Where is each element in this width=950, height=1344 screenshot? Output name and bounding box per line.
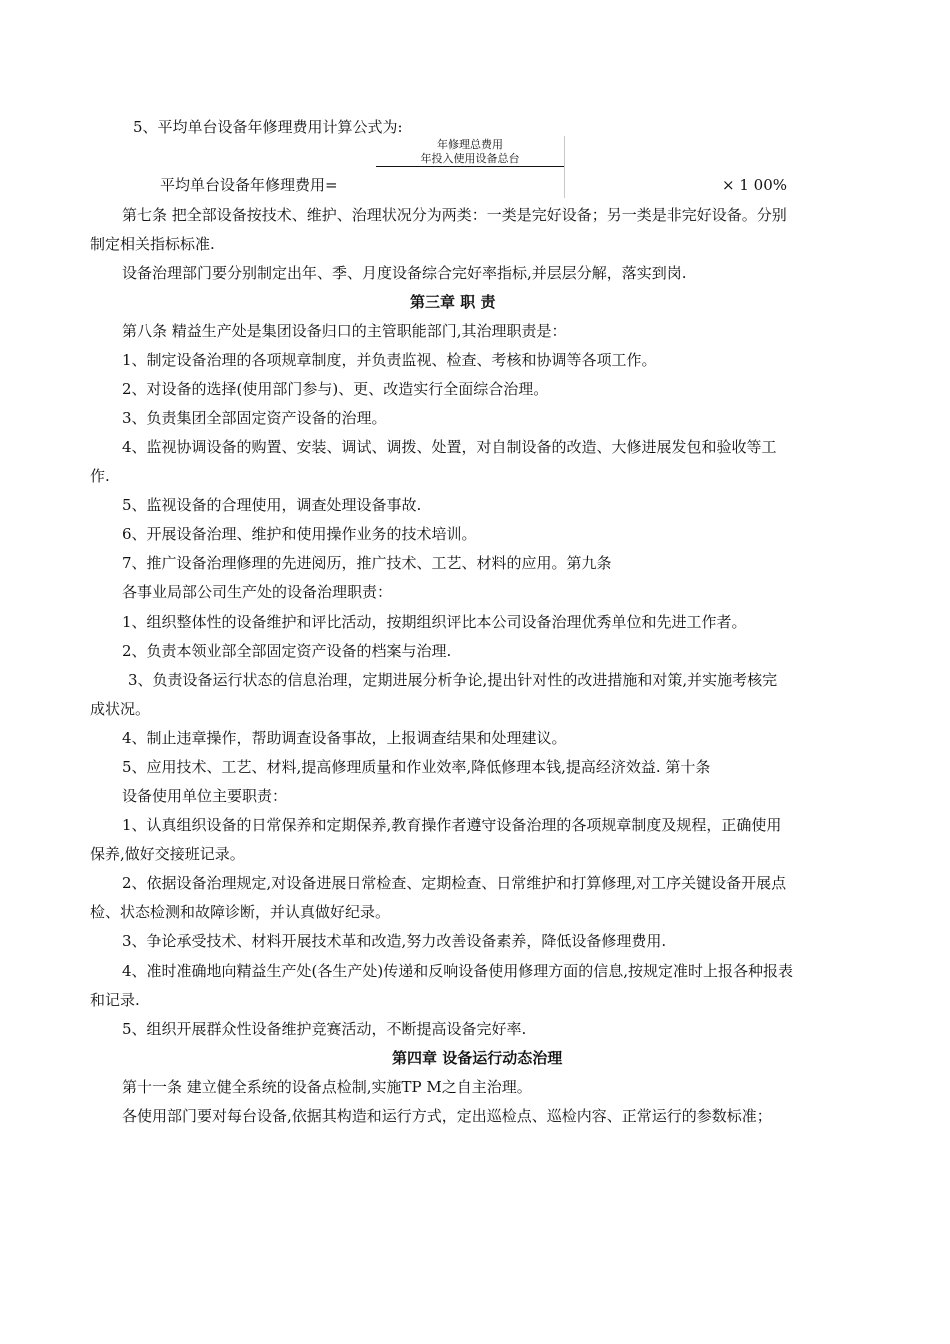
paragraph-line: 设备使用单位主要职责： xyxy=(122,787,288,805)
fraction-bar xyxy=(376,166,564,167)
paragraph-line: 3、负责设备运行状态的信息治理，定期进展分析争论,提出针对性的改进措施和对策,并实施考核完 xyxy=(128,671,778,689)
paragraph-line: 各使用部门要对每台设备,依据其构造和运行方式，定出巡检点、巡检内容、正常运行的参数标准； xyxy=(122,1107,772,1125)
paragraph-line: 作. xyxy=(90,467,110,485)
paragraph-line: 各事业局部公司生产处的设备治理职责： xyxy=(122,583,393,601)
paragraph-line: 4、准时准确地向精益生产处(各生产处)传递和反响设备使用修理方面的信息,按规定准时上报各种报表 xyxy=(122,962,794,980)
formula-denominator: 年投入使用设备总台 xyxy=(420,152,520,165)
formula-intro: 5、平均单台设备年修理费用计算公式为: xyxy=(133,118,403,136)
paragraph-line: 制定相关指标标准. xyxy=(90,235,215,253)
paragraph-line: 1、组织整体性的设备维护和评比活动，按期组织评比本公司设备治理优秀单位和先进工作者。 xyxy=(122,613,747,631)
paragraph-line: 3、争论承受技术、材料开展技术革和改造,努力改善设备素养，降低设备修理费用. xyxy=(122,932,667,950)
paragraph-line: 5、组织开展群众性设备维护竞赛活动，不断提高设备完好率. xyxy=(122,1020,527,1038)
paragraph-line: 5、应用技术、工艺、材料,提高修理质量和作业效率,降低修理本钱,提高经济效益. 第十条 xyxy=(122,758,711,776)
paragraph-line: 第八条 精益生产处是集团设备归口的主管职能部门,其治理职责是： xyxy=(122,322,567,340)
paragraph-line: 5、监视设备的合理使用，调查处理设备事故. xyxy=(122,496,422,514)
paragraph-line: 2、依据设备治理规定,对设备进展日常检查、定期检查、日常维护和打算修理,对工序关键设备开展点 xyxy=(122,874,787,892)
formula-lhs: 平均单台设备年修理费用= xyxy=(160,176,338,194)
paragraph-line: 1、制定设备治理的各项规章制度，并负责监视、检查、考核和协调等各项工作。 xyxy=(122,351,657,369)
paragraph-line: 1、认真组织设备的日常保养和定期保养,教育操作者遵守设备治理的各项规章制度及规程，正确使用 xyxy=(122,816,782,834)
paragraph-line: 成状况。 xyxy=(90,700,151,718)
formula-fraction xyxy=(376,136,565,198)
paragraph-line: 第七条 把全部设备按技术、维护、治理状况分为两类：一类是完好设备；另一类是非完好设备。分别 xyxy=(122,206,787,224)
paragraph-line: 3、负责集团全部固定资产设备的治理。 xyxy=(122,409,387,427)
paragraph-line: 保养,做好交接班记录。 xyxy=(90,845,245,863)
paragraph-line: 第十一条 建立健全系统的设备点检制,实施TP M之自主治理。 xyxy=(122,1078,532,1096)
paragraph-line: 4、监视协调设备的购置、安装、调试、调拨、处置，对自制设备的改造、大修进展发包和验收等工 xyxy=(122,438,777,456)
formula-numerator: 年修理总费用 xyxy=(437,138,503,151)
paragraph-line: 和记录. xyxy=(90,991,140,1009)
paragraph-line: 7、推广设备治理修理的先进阅历，推广技术、工艺、材料的应用。第九条 xyxy=(122,554,612,572)
chapter-heading: 第三章 职 责 xyxy=(410,293,496,311)
paragraph-line: 6、开展设备治理、维护和使用操作业务的技术培训。 xyxy=(122,525,477,543)
paragraph-line: 2、对设备的选择(使用部门参与)、更、改造实行全面综合治理。 xyxy=(122,380,549,398)
paragraph-line: 设备治理部门要分别制定出年、季、月度设备综合完好率指标,并层层分解，落实到岗. xyxy=(122,264,687,282)
paragraph-line: 4、制止违章操作，帮助调查设备事故，上报调查结果和处理建议。 xyxy=(122,729,567,747)
paragraph-line: 2、负责本领业部全部固定资产设备的档案与治理. xyxy=(122,642,452,660)
paragraph-line: 检、状态检测和故障诊断，并认真做好纪录。 xyxy=(90,903,391,921)
formula-rhs: × 1 00% xyxy=(722,176,787,194)
chapter-heading: 第四章 设备运行动态治理 xyxy=(392,1049,563,1067)
